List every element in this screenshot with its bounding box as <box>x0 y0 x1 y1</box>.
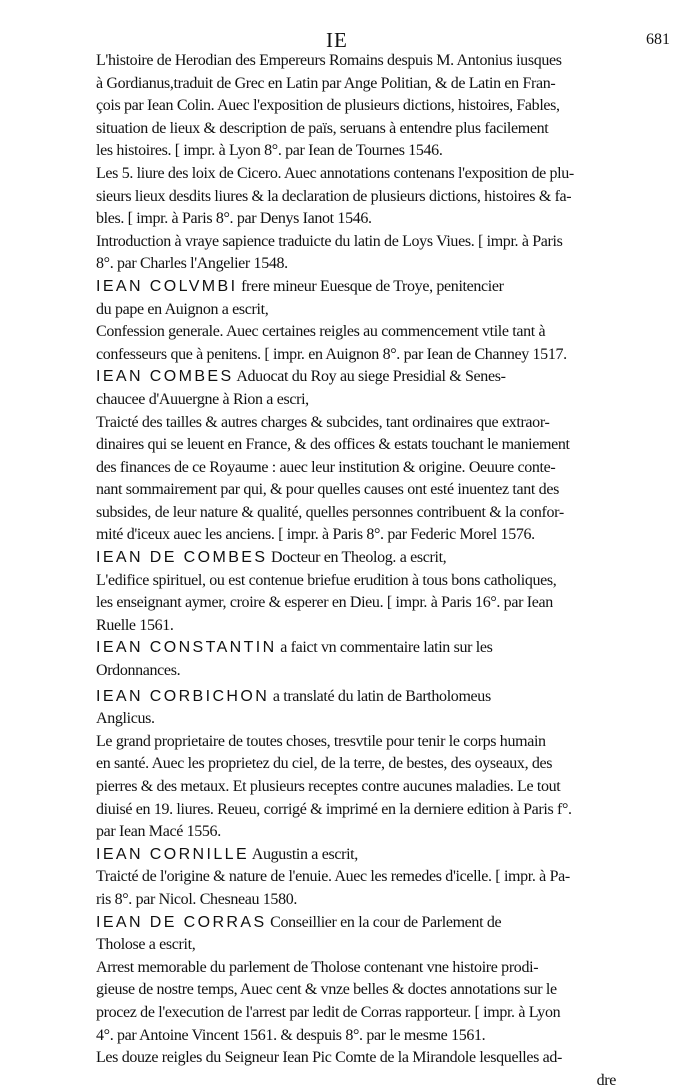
text-line <box>96 592 616 615</box>
line-text: bles. [ impr. à Paris 8°. par Denys Ianot 1546. <box>96 210 372 228</box>
text-line <box>96 389 616 412</box>
line-text: procez de l'execution de l'arrest par ledit de Corras rapporteur. [ impr. à Lyon <box>96 1003 561 1021</box>
line-text: les enseignant aymer, croire & esperer en Dieu. [ impr. à Paris 16°. par Iean <box>96 594 553 612</box>
text-line <box>96 479 616 502</box>
author-name: IEAN CORNILLE <box>96 845 250 863</box>
text-line <box>96 434 616 457</box>
line-text: nant sommairement par qui, & pour quelles causes ont esté inuentez tant des <box>96 481 559 499</box>
text-line <box>96 50 616 73</box>
text-line <box>96 799 616 822</box>
line-text: gieuse de nostre temps, Auec cent & vnze belles & doctes annotations sur le <box>96 981 557 999</box>
text-line <box>96 776 616 799</box>
text-line <box>96 912 616 935</box>
line-text: dinaires qui se leuent en France, & des offices & estats touchant le maniement <box>96 436 570 454</box>
line-text: en santé. Auec les proprietez du ciel, de la terre, de bestes, des oyseaux, des <box>96 755 553 773</box>
text-line <box>96 163 616 186</box>
text-line <box>96 615 616 638</box>
line-text: Augustin a escrit, <box>249 845 358 863</box>
line-text: par Iean Macé 1556. <box>96 823 221 841</box>
text-line <box>96 253 616 276</box>
text-line <box>96 276 616 299</box>
text-line <box>96 208 616 231</box>
line-text: Traicté de l'origine & nature de l'enuie. Auec les remedes d'icelle. [ impr. à Pa- <box>96 868 570 886</box>
line-text: Les 5. liure des loix de Cicero. Auec annotations contenans l'exposition de plu- <box>96 164 574 182</box>
text-line <box>96 95 616 118</box>
line-text: les histoires. [ impr. à Lyon 8°. par Iean de Tournes 1546. <box>96 142 443 160</box>
line-text: pierres & des metaux. Et plusieurs receptes contre aucunes maladies. Le tout <box>96 778 561 795</box>
line-text: Traicté des tailles & autres charges & subcides, tant ordinaires que extraor- <box>96 413 550 431</box>
line-text: Docteur en Theolog. a escrit, <box>267 549 447 567</box>
text-line <box>96 934 616 957</box>
text-line <box>96 118 616 141</box>
line-text: L'edifice spirituel, ou est contenue briefue erudition à tous bons catholiques, <box>96 571 557 589</box>
text-line <box>96 412 616 435</box>
line-text: Ordonnances. <box>96 662 181 680</box>
line-text: à Gordianus,traduit de Grec en Latin par Ange Politian, & de Latin en Fran- <box>96 74 556 92</box>
text-line <box>96 686 616 709</box>
line-text: confesseurs que à penitens. [ impr. en Auignon 8°. par Iean de Channey 1517. <box>96 345 567 363</box>
text-line <box>96 344 616 367</box>
line-text: ris 8°. par Nicol. Chesneau 1580. <box>96 890 298 908</box>
text-line <box>96 502 616 525</box>
text-line <box>96 1002 616 1025</box>
line-text: situation de lieux & description de païs, seruans à entendre plus facilement <box>96 119 549 137</box>
line-text: mité d'iceux auec les anciens. [ impr. à Paris 8°. par Federic Morel 1576. <box>96 526 535 544</box>
text-line <box>96 979 616 1002</box>
line-text: chaucee d'Auuergne à Rion a escri, <box>96 390 309 408</box>
text-line <box>96 866 616 889</box>
text-line <box>96 366 616 389</box>
text-line <box>96 299 616 322</box>
author-name: IEAN CONSTANTIN <box>96 639 277 657</box>
line-text: Arrest memorable du parlement de Tholose contenant vne histoire prodi- <box>96 958 539 976</box>
text-line <box>96 1047 616 1070</box>
line-text: frere mineur Euesque de Troye, penitencier <box>237 277 504 295</box>
text-line <box>96 708 616 731</box>
line-text: sieurs lieux desdits liures & la declaration de plusieurs dictions, histoires & fa- <box>96 187 572 205</box>
line-text: 8°. par Charles l'Angelier 1548. <box>96 255 288 273</box>
line-text: Anglicus. <box>96 710 155 728</box>
line-text: Tholose a escrit, <box>96 936 196 954</box>
line-text: a faict vn commentaire latin sur les <box>276 639 493 657</box>
text-line <box>96 753 616 776</box>
text-line <box>96 457 616 480</box>
line-text: çois par Iean Colin. Auec l'exposition de plusieurs dictions, histoires, Fables, <box>96 97 560 115</box>
line-text: Les douze reigles du Seigneur Iean Pic Comte de la Mirandole lesquelles ad- <box>96 1049 563 1067</box>
line-text: L'histoire de Herodian des Empereurs Romains despuis M. Antonius iusques <box>96 52 562 69</box>
line-text: Introduction à vraye sapience traduicte du latin de Loys Viues. [ impr. à Paris <box>96 232 563 250</box>
text-line <box>96 660 616 683</box>
page-body <box>96 50 616 1092</box>
text-line <box>96 821 616 844</box>
line-text: Aduocat du Roy au siege Presidial & Senes- <box>233 368 506 386</box>
text-line <box>96 570 616 593</box>
text-line <box>96 321 616 344</box>
line-text: a translaté du latin de Bartholomeus <box>269 687 491 705</box>
author-name: IEAN DE CORRAS <box>96 913 267 931</box>
text-line <box>96 957 616 980</box>
author-name: IEAN COLVMBI <box>96 277 238 295</box>
text-line <box>96 637 616 660</box>
text-line <box>96 73 616 96</box>
line-text: 4°. par Antoine Vincent 1561. & despuis 8°. par le mesme 1561. <box>96 1026 486 1044</box>
line-text: Le grand proprietaire de toutes choses, tresvtile pour tenir le corps humain <box>96 732 546 750</box>
author-name: IEAN COMBES <box>96 368 234 386</box>
line-text: subsides, de leur nature & qualité, quelles personnes contribuent & la confor- <box>96 503 564 521</box>
text-line <box>96 731 616 754</box>
line-text: des finances de ce Royaume : auec leur institution & origine. Oeuure conte- <box>96 458 556 476</box>
text-line <box>96 889 616 912</box>
line-text: du pape en Auignon a escrit, <box>96 300 269 318</box>
running-head: IE <box>326 28 348 52</box>
line-text: Ruelle 1561. <box>96 616 174 634</box>
line-text: Confession generale. Auec certaines reigles au commencement vtile tant à <box>96 323 546 341</box>
author-name: IEAN CORBICHON <box>96 687 270 705</box>
page-number: 681 <box>646 31 670 48</box>
text-line <box>96 1025 616 1048</box>
text-line <box>96 547 616 570</box>
text-line <box>96 524 616 547</box>
line-text: dre <box>596 1071 616 1089</box>
text-line <box>96 231 616 254</box>
line-text: diuisé en 19. liures. Reueu, corrigé & imprimé en la derniere edition à Paris f°. <box>96 800 572 818</box>
text-line <box>96 186 616 209</box>
line-text: Conseillier en la cour de Parlement de <box>266 913 502 931</box>
author-name: IEAN DE COMBES <box>96 549 268 567</box>
text-line <box>96 844 616 867</box>
catchword <box>96 1070 616 1092</box>
text-line <box>96 140 616 163</box>
